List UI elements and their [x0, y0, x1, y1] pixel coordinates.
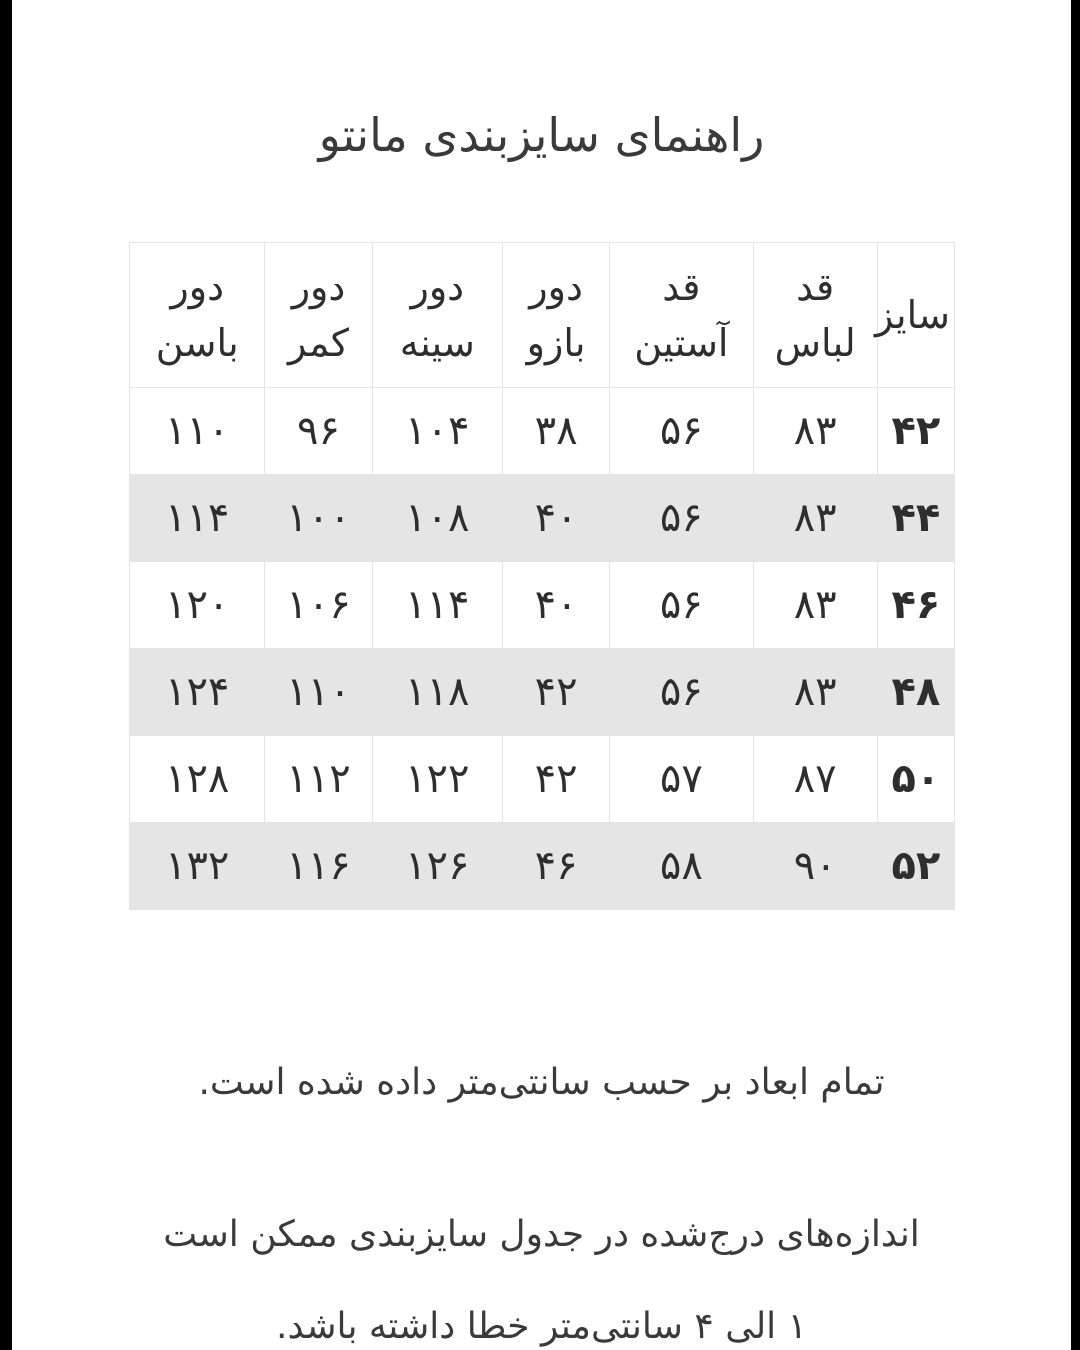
- header-size: سایز: [877, 243, 954, 388]
- size-cell: ۴۴: [877, 475, 954, 562]
- size-cell: ۵۰: [877, 736, 954, 823]
- length-cell: ۸۷: [753, 736, 877, 823]
- page-title: راهنمای سایزبندی مانتو: [318, 108, 765, 162]
- chest-cell: ۱۲۶: [372, 823, 502, 910]
- waist-cell: ۱۰۶: [265, 562, 372, 649]
- waist-cell: ۱۱۶: [265, 823, 372, 910]
- hip-cell: ۱۲۴: [130, 649, 265, 736]
- units-note: تمام ابعاد بر حسب سانتی‌متر داده شده است.: [198, 1062, 885, 1103]
- header-waist: دور کمر: [265, 243, 372, 388]
- table-row: [130, 649, 955, 736]
- size-cell: ۴۲: [877, 388, 954, 475]
- header-arm: دور بازو: [502, 243, 609, 388]
- arm-cell: ۴۰: [502, 562, 609, 649]
- size-cell: ۴۶: [877, 562, 954, 649]
- table-row: [130, 736, 955, 823]
- length-cell: ۹۰: [753, 823, 877, 910]
- tolerance-note-line-1: اندازه‌های درج‌شده در جدول سایزبندی ممکن است: [163, 1214, 920, 1255]
- size-table: [129, 242, 955, 910]
- header-chest: دور سینه: [372, 243, 502, 388]
- length-cell: ۸۳: [753, 388, 877, 475]
- header-sleeve: قد آستین: [610, 243, 753, 388]
- table-row: [130, 388, 955, 475]
- arm-cell: ۴۲: [502, 736, 609, 823]
- sleeve-cell: ۵۶: [610, 388, 753, 475]
- waist-cell: ۱۱۰: [265, 649, 372, 736]
- arm-cell: ۴۰: [502, 475, 609, 562]
- sleeve-cell: ۵۶: [610, 649, 753, 736]
- waist-cell: ۱۰۰: [265, 475, 372, 562]
- chest-cell: ۱۰۴: [372, 388, 502, 475]
- sleeve-cell: ۵۷: [610, 736, 753, 823]
- hip-cell: ۱۲۰: [130, 562, 265, 649]
- table-row: [130, 823, 955, 910]
- sleeve-cell: ۵۶: [610, 562, 753, 649]
- sleeve-cell: ۵۸: [610, 823, 753, 910]
- header-length: قد لباس: [753, 243, 877, 388]
- hip-cell: ۱۱۰: [130, 388, 265, 475]
- length-cell: ۸۳: [753, 649, 877, 736]
- size-cell: ۴۸: [877, 649, 954, 736]
- hip-cell: ۱۱۴: [130, 475, 265, 562]
- waist-cell: ۱۱۲: [265, 736, 372, 823]
- chest-cell: ۱۱۴: [372, 562, 502, 649]
- table-row: [130, 475, 955, 562]
- hip-cell: ۱۳۲: [130, 823, 265, 910]
- table-row: [130, 562, 955, 649]
- table-header-row: [130, 243, 955, 388]
- arm-cell: ۳۸: [502, 388, 609, 475]
- tolerance-note-line-2: ۱ الی ۴ سانتی‌متر خطا داشته باشد.: [276, 1306, 807, 1347]
- arm-cell: ۴۶: [502, 823, 609, 910]
- chest-cell: ۱۰۸: [372, 475, 502, 562]
- chest-cell: ۱۱۸: [372, 649, 502, 736]
- waist-cell: ۹۶: [265, 388, 372, 475]
- chest-cell: ۱۲۲: [372, 736, 502, 823]
- hip-cell: ۱۲۸: [130, 736, 265, 823]
- sleeve-cell: ۵۶: [610, 475, 753, 562]
- arm-cell: ۴۲: [502, 649, 609, 736]
- size-cell: ۵۲: [877, 823, 954, 910]
- length-cell: ۸۳: [753, 562, 877, 649]
- header-hip: دور باسن: [130, 243, 265, 388]
- size-guide-page: [12, 0, 1071, 1350]
- length-cell: ۸۳: [753, 475, 877, 562]
